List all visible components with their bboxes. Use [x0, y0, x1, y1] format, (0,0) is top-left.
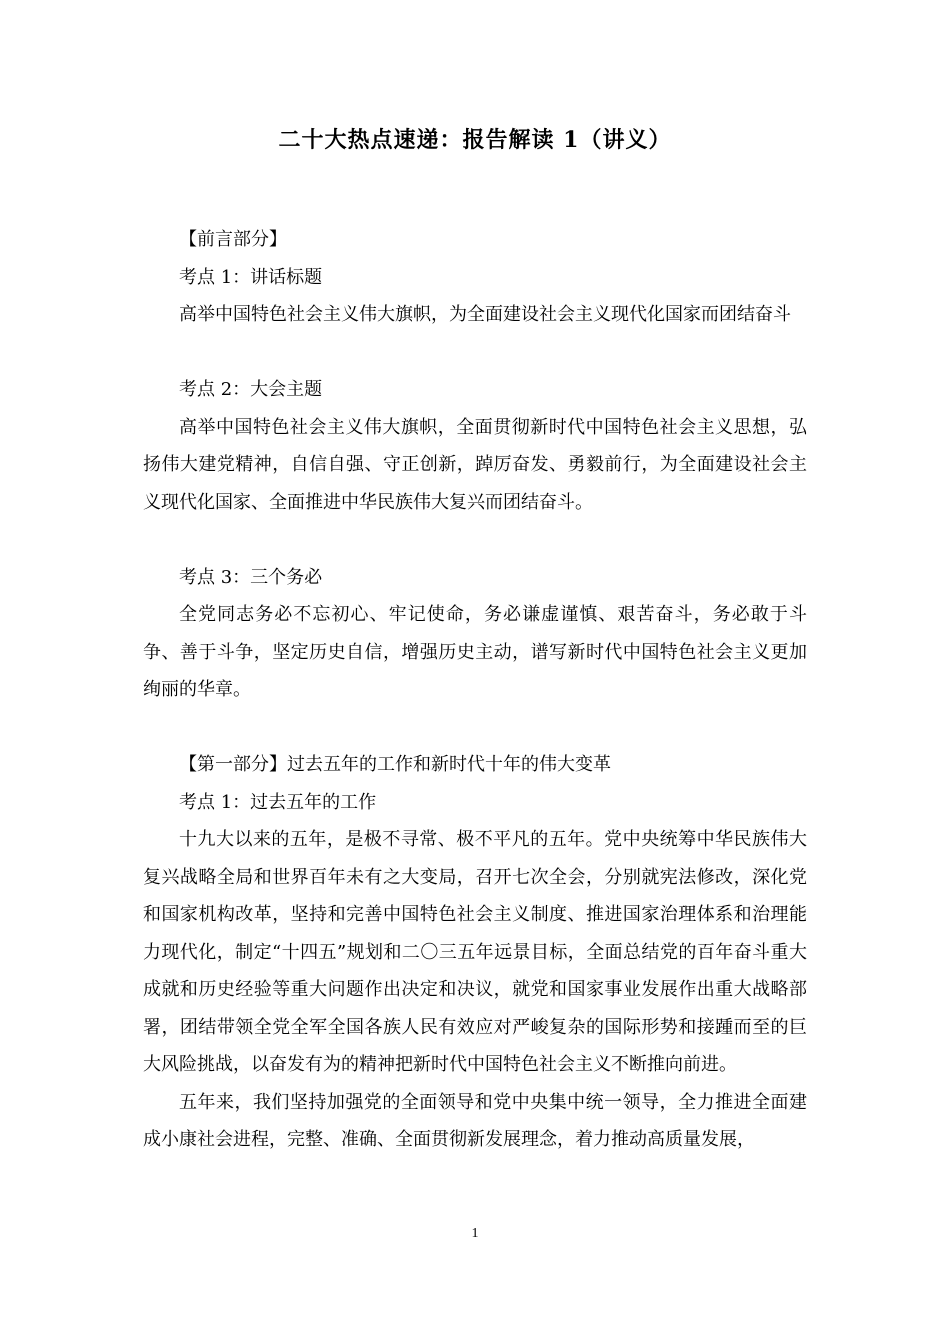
part1-paragraph-1: 十九大以来的五年，是极不寻常、极不平凡的五年。党中央统筹中华民族伟大复兴战略全局和世界百年未有之大变局，召开七次全会，分别就宪法修改，深化党和国家机构改革，坚持和完善中国特色社会主义制度、推进国家治理体系和治理能力现代化，制定“十四五”规划和二〇三五年远景目标，全面总结党的百年奋斗重大成就和历史经验等重大问题作出决定和决议，就党和国家事业发展作出重大战略部署，团结带领全党全军全国各族人民有效应对严峻复杂的国际形势和接踵而至的巨大风险挑战，以奋发有为的精神把新时代中国特色社会主义不断推向前进。: [143, 829, 807, 1075]
spacer: [143, 521, 807, 559]
preface-point3-title: 考点 3：三个务必: [179, 566, 323, 588]
spacer: [143, 709, 807, 747]
preface-point1-text: 高举中国特色社会主义伟大旗帜，为全面建设社会主义现代化国家而团结奋斗: [179, 304, 791, 325]
part1-heading: 【第一部分】过去五年的工作和新时代十年的伟大变革: [179, 754, 611, 775]
spacer: [143, 334, 807, 372]
preface-heading: 【前言部分】: [179, 229, 287, 250]
page-number: 1: [471, 1226, 479, 1241]
preface-point2-title: 考点 2：大会主题: [179, 379, 323, 400]
document-body: [143, 221, 807, 1159]
document-title: 二十大热点速递：报告解读 1（讲义）: [278, 127, 672, 153]
preface-point3-text: 全党同志务必不忘初心、牢记使命，务必谦虚谨慎、艰苦奋斗，务必敢于斗争、善于斗争，坚定历史自信，增强历史主动，谱写新时代中国特色社会主义更加绚丽的华章。: [143, 604, 807, 700]
part1-point1-title: 考点 1：过去五年的工作: [179, 791, 377, 813]
part1-paragraph-2: 五年来，我们坚持加强党的全面领导和党中央集中统一领导，全力推进全面建成小康社会进程，完整、准确、全面贯彻新发展理念，着力推动高质量发展，: [143, 1091, 807, 1150]
preface-point2-text: 高举中国特色社会主义伟大旗帜，全面贯彻新时代中国特色社会主义思想，弘扬伟大建党精神，自信自强、守正创新，踔厉奋发、勇毅前行，为全面建设社会主义现代化国家、全面推进中华民族伟大复兴而团结奋斗。: [143, 416, 807, 513]
preface-point1-title: 考点 1：讲话标题: [179, 266, 323, 288]
